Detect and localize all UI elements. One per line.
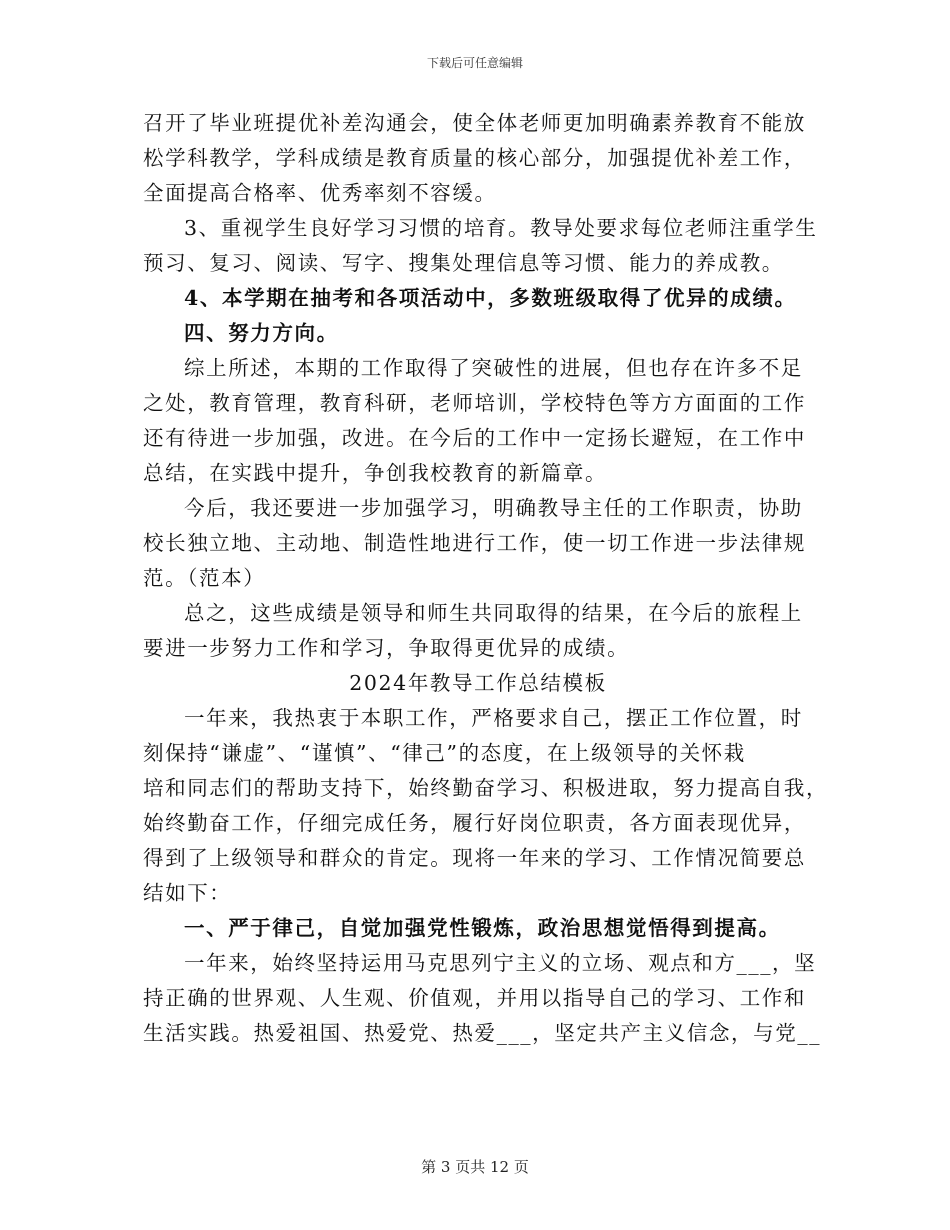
section-title: 2024年教导工作总结模板 — [349, 671, 607, 695]
text-line: 综上所述，本期的工作取得了突破性的进展，但也存在许多不足 — [184, 356, 803, 380]
text-line: 得到了上级领导和群众的肯定。现将一年来的学习、工作情况简要总 — [143, 846, 806, 870]
text-line: 范。（范本） — [143, 566, 266, 590]
text-line: 今后，我还要进一步加强学习，明确教导主任的工作职责，协助 — [184, 496, 803, 520]
text-line: 3、重视学生良好学习习惯的培育。教导处要求每位老师注重学生 — [184, 216, 818, 240]
text-line: 持正确的世界观、人生观、价值观，并用以指导自己的学习、工作和 — [143, 986, 806, 1010]
text-line: 一年来，我热衷于本职工作，严格要求自己，摆正工作位置，时 — [184, 706, 803, 730]
text-line: 松学科教学，学科成绩是教育质量的核心部分，加强提优补差工作， — [143, 146, 806, 170]
text-line: 刻保持“谦虚”、“谨慎”、“律己”的态度，在上级领导的关怀栽 — [143, 741, 746, 765]
text-line: 生活实践。热爱祖国、热爱党、热爱___，坚定共产主义信念，与党__ — [143, 1021, 822, 1045]
bold-heading-line: 4、本学期在抽考和各项活动中，多数班级取得了优异的成绩。 — [184, 286, 797, 310]
document-body — [143, 106, 829, 1051]
text-line: 之处，教育管理，教育科研，老师培训，学校特色等方方面面的工作 — [143, 391, 806, 415]
text-line: 还有待进一步加强，改进。在今后的工作中一定扬长避短，在工作中 — [143, 426, 806, 450]
text-line: 始终勤奋工作，仔细完成任务，履行好岗位职责，各方面表现优异， — [143, 811, 806, 835]
text-line: 培和同志们的帮助支持下，始终勤奋学习、积极进取，努力提高自我， — [143, 776, 829, 800]
page-footer: 第 3 页共 12 页 — [421, 1158, 529, 1176]
text-line: 总之，这些成绩是领导和师生共同取得的结果，在今后的旅程上 — [184, 601, 803, 625]
text-line: 全面提高合格率、优秀率刻不容缓。 — [143, 181, 497, 205]
text-line: 校长独立地、主动地、制造性地进行工作，使一切工作进一步法律规 — [143, 531, 806, 555]
bold-heading-line: 四、努力方向。 — [184, 321, 339, 345]
page-header: 下载后可任意编辑 — [426, 56, 523, 70]
text-line: 一年来，始终坚持运用马克思列宁主义的立场、观点和方___，坚 — [184, 951, 817, 975]
bold-heading-line: 一、严于律己，自觉加强党性锻炼，政治思想觉悟得到提高。 — [184, 916, 781, 940]
text-line: 预习、复习、阅读、写字、搜集处理信息等习惯、能力的养成教。 — [143, 251, 784, 275]
text-line: 要进一步努力工作和学习，争取得更优异的成绩。 — [143, 636, 630, 660]
text-line: 结如下： — [143, 881, 232, 905]
text-line: 召开了毕业班提优补差沟通会，使全体老师更加明确素养教育不能放 — [143, 111, 806, 135]
text-line: 总结，在实践中提升，争创我校教育的新篇章。 — [143, 461, 608, 485]
